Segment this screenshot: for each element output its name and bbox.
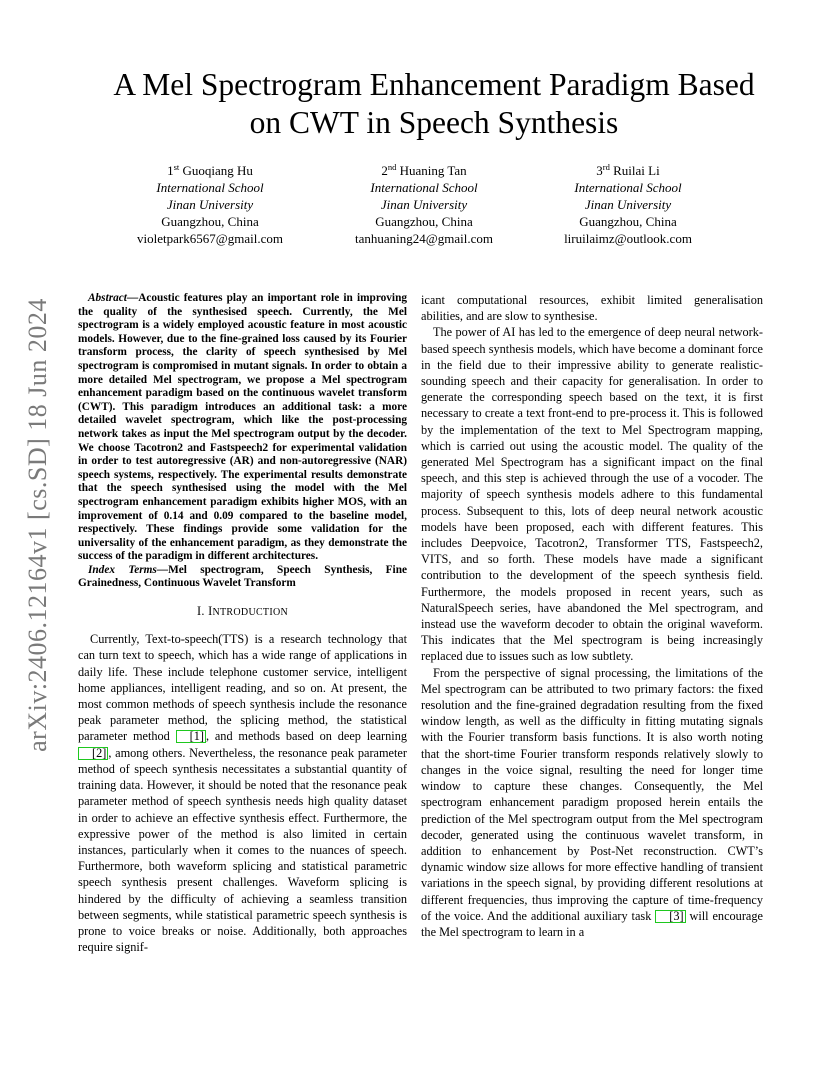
right-paragraph-2: The power of AI has led to the emergence of deep neural network-based speech synthesis models, which have become a dominant force in the field due to their impressive ability to generate realistic-sounding speech and their capacity for generalisation. In order to generate the corresponding speech based on the text, it is first necessary to create a text front-end to pre-process it. This is followed by the implementation of the text to Mel Spectrogram mapping, which is carried out using the acoustic model. The quality of the generated Mel Spectrogram has a significant impact on the final speech, and this step is achieved through the use of a vocoder. The majority of speech synthesis models adhere to this fundamental process. Subsequent to this, lots of deep neural network acoustic models have been proposed, each with different features. This includes Deepvoice, Tacotron2, Transformer TTS, Fastspeech2, VITS, and so forth. These models have made a significant contribution to the development of the speech synthesis field. Furthermore, the models proposed in recent years, such as NaturalSpeech series, have abandoned the Mel spectrogram, and instead use the waveform decoder to obtain the original waveform. This indicates that the Mel spectrogram is being increasingly replaced due to issues such as low subtlety. bbox=[421, 325, 763, 664]
arxiv-identifier-stamp bbox=[18, 290, 58, 760]
arxiv-identifier-text: arXiv:2406.12164v1 [cs.SD] 18 Jun 2024 bbox=[23, 298, 53, 752]
author-university: Jinan University bbox=[166, 197, 254, 212]
author-1 bbox=[100, 162, 320, 247]
intro-text-part-2: , and methods based on deep learning bbox=[205, 729, 407, 744]
intro-text-part-3: , among others. Nevertheless, the resonance peak parameter method of speech synthesis necessitates a substantial quantity of training data. However, it should be noted that the resonance peak parameter method of speech synthesis needs high quality dataset in order to achieve an effective synthesis effect. Furthermore, the expressive power of the method is also limited in certain instances, particularly when it comes to the nuances of speech. Furthermore, both waveform splicing and statistical parametric speech synthesis present challenges. Waveform splicing is hindered by the difficulty of achieving a seamless transition between segments, while statistical parametric speech synthesis is prone to voice breaks or noise. Additionally, both approaches require signif- bbox=[78, 745, 407, 955]
author-school: International School bbox=[156, 180, 264, 195]
paper-title-line-2: on CWT in Speech Synthesis bbox=[249, 105, 619, 140]
citation-link[interactable]: [2] bbox=[78, 747, 108, 760]
author-ordinal: 3 bbox=[596, 163, 603, 178]
author-3 bbox=[518, 162, 738, 247]
left-column bbox=[78, 292, 407, 955]
right-column bbox=[421, 292, 763, 940]
author-name bbox=[518, 162, 738, 179]
right-p3-text-part-1: From the perspective of signal processing, the limitations of the Mel spectrogram can be attributed to two primary factors: the fixed resolution and the fine-grained degradation resulting from the fixed window length, as well as the difficulty in fitting mutating signals with the Fourier transform basis functions. It is also worth noting that the short-time Fourier transform responds relatively slowly to changes in the voice signal, resulting the need for longer time window to capture these changes. Consequently, the Mel spectrogram enhancement paradigm proposed herein entails the prediction of the Mel spectrogram output from the Mel spectrogram decoder, generated using the continuous wavelet transform, in addition to enhancement by Post-Net reconstruction. CWT’s dynamic window size allows for more effective handling of transient variations in the speech signal, by providing different resolutions at different frequencies, thus improving the capture of time-frequency of the voice. And the additional auxiliary task bbox=[421, 665, 763, 923]
author-email: tanhuaning24@gmail.com bbox=[355, 231, 493, 246]
author-email: liruilaimz@outlook.com bbox=[564, 231, 692, 246]
index-terms-label: Index Terms bbox=[88, 563, 157, 576]
abstract bbox=[78, 292, 407, 564]
index-terms bbox=[78, 564, 407, 591]
author-2 bbox=[314, 162, 534, 247]
author-city: Guangzhou, China bbox=[579, 214, 677, 229]
author-name-text: Huaning Tan bbox=[399, 163, 467, 178]
paper-title-line-1: A Mel Spectrogram Enhancement Paradigm Based bbox=[113, 67, 755, 102]
intro-text-part-1: Currently, Text-to-speech(TTS) is a research technology that can turn text to speech, which has a wide range of applications in daily life. These include telephone customer service, intelligent home appliances, intelligent reading, and so on. At present, the most common methods of speech synthesis include the resonance peak parameter method, the splicing method, the statistical parameter method bbox=[78, 632, 407, 744]
right-paragraph-3 bbox=[421, 665, 763, 940]
author-ordinal-suffix: rd bbox=[602, 162, 610, 172]
author-school: International School bbox=[370, 180, 478, 195]
section-heading-number: I. I bbox=[196, 604, 213, 619]
author-name bbox=[314, 162, 534, 179]
author-university: Jinan University bbox=[584, 197, 672, 212]
intro-paragraph-1 bbox=[78, 631, 407, 955]
section-heading-introduction bbox=[78, 603, 407, 621]
citation-link[interactable]: [1] bbox=[176, 730, 206, 743]
author-block bbox=[0, 162, 828, 252]
author-name-text: Ruilai Li bbox=[613, 163, 660, 178]
author-name-text: Guoqiang Hu bbox=[182, 163, 253, 178]
section-heading-title: NTRODUCTION bbox=[212, 607, 289, 619]
paper-title bbox=[40, 66, 828, 142]
right-p3-text-part-2: will encourage the Mel spectrogram to learn in a bbox=[421, 908, 763, 939]
right-paragraph-1: icant computational resources, exhibit limited generalisation abilities, and are slow to synthesise. bbox=[421, 293, 763, 324]
author-ordinal-suffix: nd bbox=[387, 162, 397, 172]
author-ordinal-suffix: st bbox=[173, 162, 180, 172]
author-ordinal: 1 bbox=[167, 163, 174, 178]
author-city: Guangzhou, China bbox=[375, 214, 473, 229]
citation-link[interactable]: [3] bbox=[655, 910, 685, 923]
author-name bbox=[100, 162, 320, 179]
author-ordinal: 2 bbox=[381, 163, 388, 178]
author-email: violetpark6567@gmail.com bbox=[137, 231, 283, 246]
abstract-text: —Acoustic features play an important role in improving the quality of the synthesised speech. Currently, the Mel spectrogram is a widely employed acoustic feature in most acoustic models. However, due to the fine-grained loss caused by its Fourier transform process, the clarity of speech synthesised by Mel spectrogram is compromised in mutant signals. In order to obtain a more detailed Mel spectrogram, we propose a Mel spectrogram enhancement paradigm based on the continuous wavelet transform (CWT). This paradigm introduces an additional task: a more detailed wavelet spectrogram, which like the post-processing network takes as input the Mel spectrogram output by the decoder. We choose Tacotron2 and Fastspeech2 for experimental validation in order to test autoregressive (AR) and non-autoregressive (NAR) speech systems, respectively. The experimental results demonstrate that the speech synthesised using the model with the Mel spectrogram enhancement paradigm exhibits higher MOS, with an improvement of 0.14 and 0.09 compared to the baseline model, respectively. These findings provide some validation for the universality of the enhancement paradigm, as they demonstrate the success of the paradigm in different architectures. bbox=[78, 292, 407, 563]
author-university: Jinan University bbox=[380, 197, 468, 212]
author-school: International School bbox=[574, 180, 682, 195]
index-terms-text: —Mel spectrogram, Speech Synthesis, Fine Grainedness, Continuous Wavelet Transform bbox=[78, 563, 407, 590]
author-city: Guangzhou, China bbox=[161, 214, 259, 229]
abstract-label: Abstract bbox=[88, 292, 127, 304]
